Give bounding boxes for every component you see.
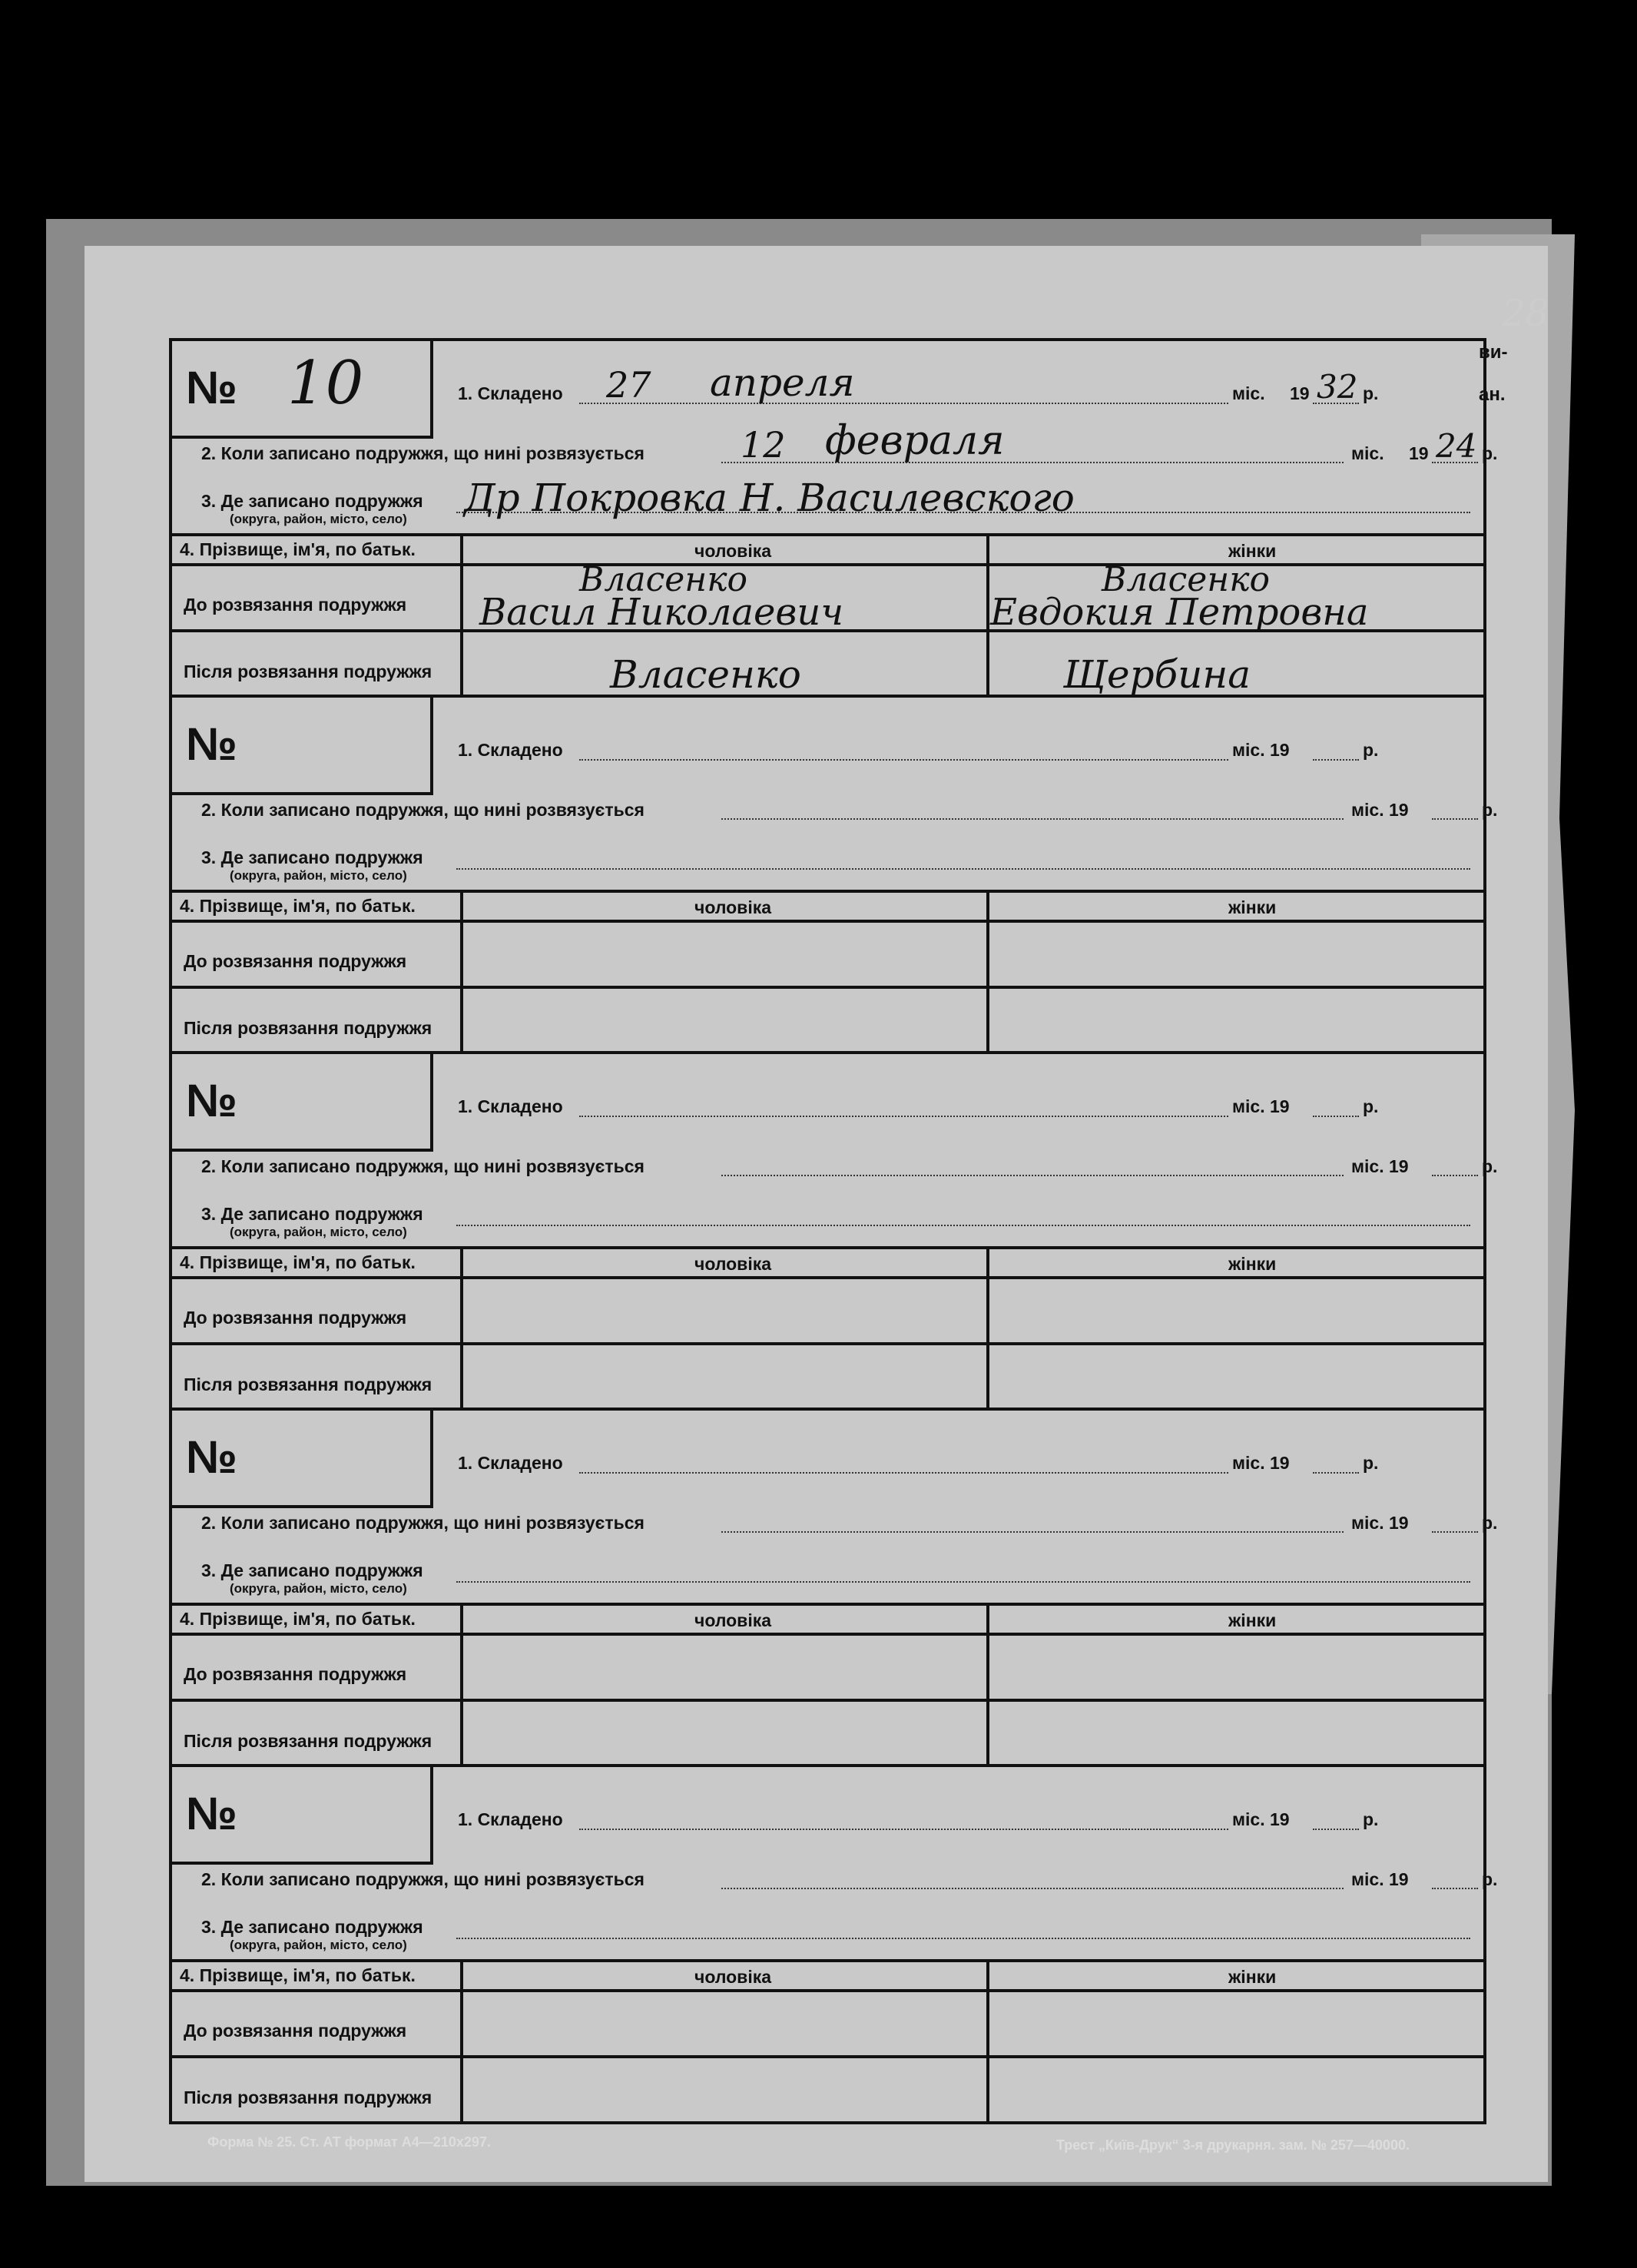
place-sublabel: (округа, район, місто, село) xyxy=(230,1581,407,1596)
after-divorce-label: Після розвязання подружжя xyxy=(184,1374,432,1394)
row-rule xyxy=(172,986,1483,989)
record-number-box xyxy=(172,698,433,795)
registered-day: 12 xyxy=(741,424,786,466)
registered-year-suffix: р. xyxy=(1482,1156,1498,1176)
number-sign: № xyxy=(186,362,237,413)
registered-label: 2. Коли записано подружжя, що нині розвязується xyxy=(201,1156,645,1176)
registered-month-label: міс. 19 xyxy=(1351,1156,1409,1176)
table-top-rule xyxy=(172,1246,1483,1249)
record-block xyxy=(172,1054,1498,1411)
compiled-date-line xyxy=(579,1472,1228,1474)
husband-column-header: чоловіка xyxy=(694,1254,772,1274)
wife-before-name: Евдокия Петровна xyxy=(990,591,1369,634)
compiled-year-line xyxy=(1313,759,1359,761)
header-rule xyxy=(172,1276,1483,1279)
record-block xyxy=(172,1411,1498,1767)
compiled-label: 1. Складено xyxy=(458,383,563,403)
after-divorce-label: Після розвязання подружжя xyxy=(184,1731,432,1751)
record-number-box xyxy=(172,341,433,439)
wife-column-header: жінки xyxy=(1228,1254,1277,1274)
row-rule xyxy=(172,2055,1483,2058)
place-label: 3. Де записано подружжя xyxy=(201,1560,423,1580)
husband-column-header: чоловіка xyxy=(694,1610,772,1630)
compiled-day: 27 xyxy=(606,364,651,406)
names-header: 4. Прізвище, ім'я, по батьк. xyxy=(180,539,416,559)
registered-year-line xyxy=(1432,1888,1478,1889)
before-divorce-label: До розвязання подружжя xyxy=(184,595,407,615)
record-number-box xyxy=(172,1411,433,1508)
wife-column-header: жінки xyxy=(1228,1967,1277,1987)
husband-column-header: чоловіка xyxy=(694,1967,772,1987)
after-divorce-label: Після розвязання подружжя xyxy=(184,1018,432,1038)
husband-surname: Власенко xyxy=(579,560,748,599)
registered-month-label: міс. 19 xyxy=(1351,1513,1409,1533)
compiled-month-label: міс. 19 xyxy=(1232,740,1290,760)
label-column-rule xyxy=(460,1959,463,2124)
compiled-month-label: міс. xyxy=(1232,383,1265,403)
header-rule xyxy=(172,563,1483,566)
registered-date-line xyxy=(721,1888,1344,1889)
place-label: 3. Де записано подружжя xyxy=(201,491,423,511)
spouse-column-rule xyxy=(986,1246,989,1411)
label-column-rule xyxy=(460,1603,463,1767)
printer-footer: Трест „Київ-Друк“ 3-я друкарня. зам. № 257—40000. xyxy=(1056,2137,1410,2153)
place-sublabel: (округа, район, місто, село) xyxy=(230,1225,407,1239)
names-header: 4. Прізвище, ім'я, по батьк. xyxy=(180,1965,416,1985)
record-block xyxy=(172,341,1498,698)
place-line xyxy=(456,1938,1470,1939)
compiled-date-line xyxy=(579,1829,1228,1830)
compiled-month: апреля xyxy=(710,360,855,405)
registered-date-line xyxy=(721,1175,1344,1176)
registered-year-suffix: р. xyxy=(1482,800,1498,820)
compiled-label: 1. Складено xyxy=(458,1096,563,1116)
registered-year-suffix: р. xyxy=(1482,443,1498,463)
compiled-year-suffix: р. xyxy=(1363,1096,1379,1116)
registered-year-prefix: 19 xyxy=(1409,443,1429,463)
registered-date-line xyxy=(721,1531,1344,1533)
form-frame xyxy=(169,338,1498,2124)
after-divorce-label: Після розвязання подружжя xyxy=(184,662,432,681)
table-top-rule xyxy=(172,890,1483,893)
label-column-rule xyxy=(460,890,463,1054)
table-top-rule xyxy=(172,1603,1483,1606)
before-divorce-label: До розвязання подружжя xyxy=(184,1308,407,1328)
wife-column-header: жінки xyxy=(1228,541,1277,561)
record-block xyxy=(172,1767,1498,2124)
compiled-month-label: міс. 19 xyxy=(1232,1809,1290,1829)
spouse-column-rule xyxy=(986,890,989,1054)
registered-month-label: міс. 19 xyxy=(1351,1869,1409,1889)
registered-year-line xyxy=(1432,1531,1478,1533)
place-line xyxy=(456,868,1470,870)
husband-column-header: чоловіка xyxy=(694,541,772,561)
before-divorce-label: До розвязання подружжя xyxy=(184,1664,407,1684)
row-rule xyxy=(172,1342,1483,1345)
table-top-rule xyxy=(172,533,1483,536)
compiled-label: 1. Складено xyxy=(458,1453,563,1473)
compiled-year-suffix: р. xyxy=(1363,1453,1379,1473)
record-number: 10 xyxy=(287,349,364,418)
number-sign: № xyxy=(186,1788,237,1839)
husband-column-header: чоловіка xyxy=(694,897,772,917)
compiled-year: 32 xyxy=(1317,368,1358,406)
registered-year-line xyxy=(1432,1175,1478,1176)
row-rule xyxy=(172,1699,1483,1702)
label-column-rule xyxy=(460,1246,463,1411)
compiled-year-line xyxy=(1313,1116,1359,1117)
wife-column-header: жінки xyxy=(1228,1610,1277,1630)
table-top-rule xyxy=(172,1959,1483,1962)
edge-fragment: ан. xyxy=(1479,384,1506,405)
husband-after-surname: Власенко xyxy=(610,652,801,697)
registered-year-line xyxy=(1432,462,1478,463)
number-sign: № xyxy=(186,1431,237,1483)
names-header: 4. Прізвище, ім'я, по батьк. xyxy=(180,1252,416,1272)
compiled-label: 1. Складено xyxy=(458,740,563,760)
registered-month-label: міс. 19 xyxy=(1351,800,1409,820)
header-rule xyxy=(172,1633,1483,1636)
place-line xyxy=(456,1581,1470,1583)
compiled-year-line xyxy=(1313,1829,1359,1830)
registered-label: 2. Коли записано подружжя, що нині розвязується xyxy=(201,443,645,463)
registered-label: 2. Коли записано подружжя, що нині розвязується xyxy=(201,1869,645,1889)
compiled-label: 1. Складено xyxy=(458,1809,563,1829)
archive-page-number: 28 xyxy=(1502,292,1549,335)
place-label: 3. Де записано подружжя xyxy=(201,1917,423,1937)
place-sublabel: (округа, район, місто, село) xyxy=(230,1938,407,1952)
number-sign: № xyxy=(186,718,237,770)
number-sign: № xyxy=(186,1075,237,1126)
registered-year: 24 xyxy=(1436,427,1477,465)
registered-label: 2. Коли записано подружжя, що нині розвязується xyxy=(201,1513,645,1533)
spouse-column-rule xyxy=(986,1603,989,1767)
place-label: 3. Де записано подружжя xyxy=(201,1204,423,1224)
compiled-year-suffix: р. xyxy=(1363,1809,1379,1829)
form-number-footer: Форма № 25. Ст. АТ формат А4—210х297. xyxy=(207,2134,491,2150)
place-line xyxy=(456,1225,1470,1226)
compiled-year-line xyxy=(1313,403,1359,404)
registered-year-line xyxy=(1432,818,1478,820)
registered-month: февраля xyxy=(825,418,1005,464)
record-number-box xyxy=(172,1767,433,1865)
registered-year-suffix: р. xyxy=(1482,1513,1498,1533)
spouse-column-rule xyxy=(986,533,989,698)
before-divorce-label: До розвязання подружжя xyxy=(184,2021,407,2041)
before-divorce-label: До розвязання подружжя xyxy=(184,951,407,971)
record-block xyxy=(172,698,1498,1054)
spouse-column-rule xyxy=(986,1959,989,2124)
place-label: 3. Де записано подружжя xyxy=(201,847,423,867)
compiled-year-suffix: р. xyxy=(1363,383,1379,403)
record-number-box xyxy=(172,1054,433,1152)
compiled-date-line xyxy=(579,1116,1228,1117)
compiled-date-line xyxy=(579,759,1228,761)
compiled-year-prefix: 19 xyxy=(1290,383,1310,403)
wife-surname: Власенко xyxy=(1102,560,1271,599)
compiled-year-line xyxy=(1313,1472,1359,1474)
header-rule xyxy=(172,1989,1483,1992)
edge-fragment: ви- xyxy=(1479,342,1508,363)
header-rule xyxy=(172,920,1483,923)
registered-date-line xyxy=(721,818,1344,820)
place-sublabel: (округа, район, місто, село) xyxy=(230,512,407,526)
registered-month-label: міс. xyxy=(1351,443,1384,463)
after-divorce-label: Після розвязання подружжя xyxy=(184,2087,432,2107)
wife-column-header: жінки xyxy=(1228,897,1277,917)
place-sublabel: (округа, район, місто, село) xyxy=(230,868,407,883)
registered-date-line xyxy=(721,462,1344,463)
registered-year-suffix: р. xyxy=(1482,1869,1498,1889)
husband-before-name: Васил Николаевич xyxy=(479,591,844,634)
place-value: Др Покровка Н. Василевского xyxy=(464,476,1075,520)
compiled-month-label: міс. 19 xyxy=(1232,1453,1290,1473)
wife-after-surname: Щербина xyxy=(1063,652,1251,697)
compiled-month-label: міс. 19 xyxy=(1232,1096,1290,1116)
compiled-year-suffix: р. xyxy=(1363,740,1379,760)
compiled-date-line xyxy=(579,403,1228,404)
registered-label: 2. Коли записано подружжя, що нині розвязується xyxy=(201,800,645,820)
names-header: 4. Прізвище, ім'я, по батьк. xyxy=(180,1609,416,1629)
label-column-rule xyxy=(460,533,463,698)
names-header: 4. Прізвище, ім'я, по батьк. xyxy=(180,896,416,916)
